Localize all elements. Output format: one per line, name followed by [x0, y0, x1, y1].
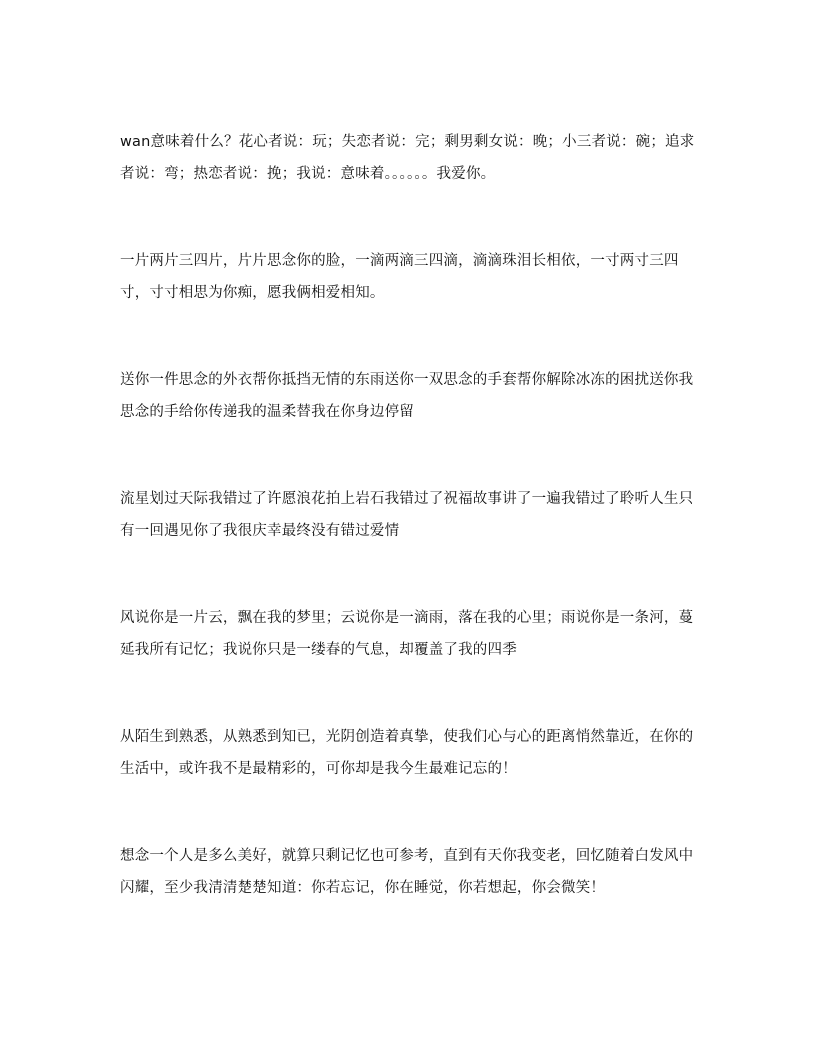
paragraph-1: wan意味着什么？花心者说：玩；失恋者说：完；剩男剩女说：晚；小三者说：碗；追求者说：弯；热恋者说：挽；我说：意味着。。。。。。我爱你。 — [120, 134, 695, 182]
paragraph-4: 流星划过天际我错过了许愿浪花拍上岩石我错过了祝福故事讲了一遍我错过了聆听人生只有一回遇见你了我很庆幸最终没有错过爱情 — [120, 491, 694, 539]
paragraph-6: 从陌生到熟悉，从熟悉到知已，光阴创造着真挚，使我们心与心的距离悄然靠近，在你的生活中，或许我不是最精彩的，可你却是我今生最难记忘的！ — [120, 729, 694, 777]
paragraph-3: 送你一件思念的外衣帮你抵挡无情的东雨送你一双思念的手套帮你解除冰冻的困扰送你我思念的手给你传递我的温柔替我在你身边停留 — [120, 372, 694, 420]
document-body — [120, 126, 700, 904]
paragraph-7: 想念一个人是多么美好，就算只剩记忆也可参考，直到有天你我变老，回忆随着白发风中闪耀，至少我清清楚楚知道：你若忘记，你在睡觉，你若想起，你会微笑！ — [120, 848, 694, 896]
paragraph-2: 一片两片三四片，片片思念你的脸，一滴两滴三四滴，滴滴珠泪长相依，一寸两寸三四寸，寸寸相思为你痴，愿我俩相爱相知。 — [120, 253, 679, 301]
paragraph-5: 风说你是一片云，飘在我的梦里；云说你是一滴雨，落在我的心里；雨说你是一条河，蔓延我所有记忆；我说你只是一缕春的气息，却覆盖了我的四季 — [120, 610, 694, 658]
